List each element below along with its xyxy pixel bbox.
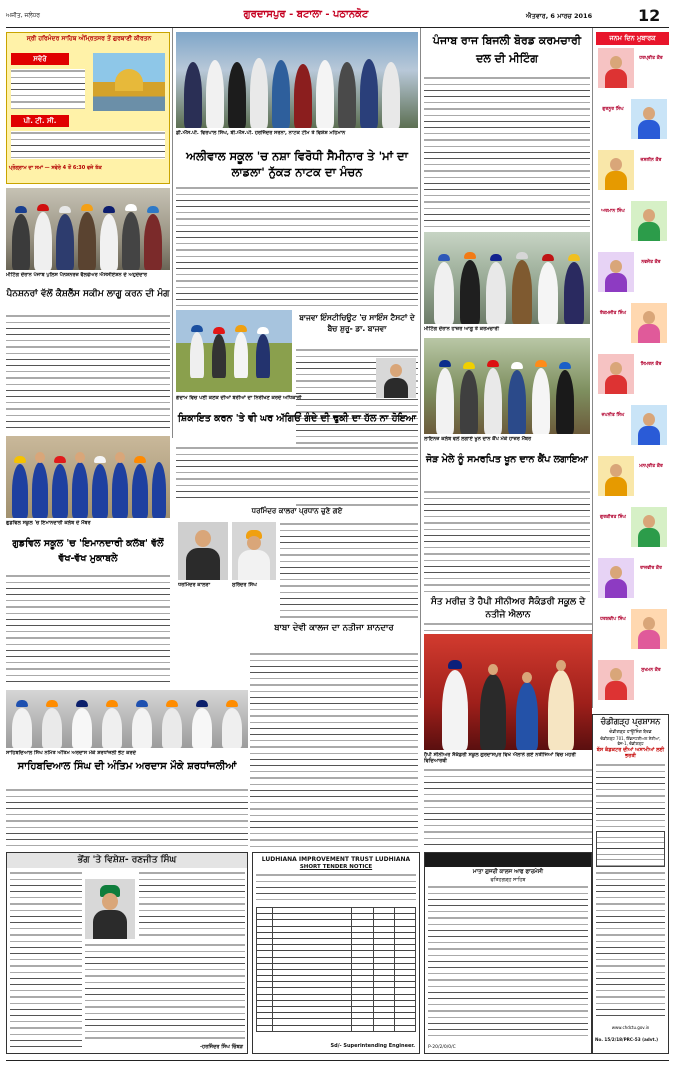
ad-tender-signatory: Sd/- Superintending Engineer. xyxy=(330,1043,415,1049)
headline-electricity-board: ਪੰਜਾਬ ਰਾਜ ਬਿਜਲੀ ਬੋਰਡ ਕਰਮਚਾਰੀ ਦਲ ਦੀ ਮੀਟਿੰਗ xyxy=(432,34,582,65)
birthday-kid-name: ਜਪਨੀਤ ਸਿੰਘ xyxy=(601,413,625,418)
birthday-kid-photo xyxy=(598,150,634,190)
headline-college: ਬਾਬਾ ਦੇਵੀ ਕਾਲਜ ਦਾ ਨਤੀਜਾ ਸ਼ਾਨਦਾਰ xyxy=(274,623,394,633)
ad-chandigarh-box xyxy=(592,714,669,1054)
photo-ranjit-singh xyxy=(85,879,135,939)
ad-chandigarh-address: ਚੰਡੀਗੜ੍ਹ 701, ਇੰਡਸਟਰੀਅਲ ਏਰੀਆ, ਫੇਜ਼-1, ਚੰਡੀਗੜ੍ਹ xyxy=(600,736,661,746)
caption-anti-drug-seminar: ਡੀ.ਐੱਸ.ਪੀ. ਵਿਰਪਾਲ ਸਿੰਘ, ਬੀ.ਐੱਸ.ਪੀ. ਹਰਜਿੰਦਰ ਸਰਨਾ, ਨਾਟਕ ਟੀਮ ਤੇ ਵਿਸ਼ੇਸ਼ ਮਹਿਮਾਨ xyxy=(176,130,346,136)
birthday-kid-photo xyxy=(631,405,667,445)
caption-blood-camp: ਲਾਇਨਜ਼ ਕਲੱਬ ਵਲੋਂ ਲਗਾਏ ਖੂਨ ਦਾਨ ਕੈਂਪ ਮੌਕੇ ਹਾਜ਼ਰ ਮੈਂਬਰ xyxy=(424,436,532,442)
masthead-section-title: ਗੁਰਦਾਸਪੁਰ - ਬਟਾਲਾ - ਪਠਾਨਕੋਟ xyxy=(243,9,369,20)
caption-school-results: ਹੈਪੀ ਸੀਨੀਅਰ ਸੈਕੰਡਰੀ ਸਕੂਲ ਗੁਰਦਾਸਪੁਰ ਵਿਖੇ ਐਲਾਨੇ ਗਏ ਨਤੀਜਿਆਂ ਵਿਚ ਮੋਹਰੀ ਵਿਦਿਆਰਥੀ xyxy=(424,752,576,764)
birthday-kid-photo xyxy=(631,303,667,343)
birthday-kid-name: ਹਰਪ੍ਰੀਤ ਕੌਰ xyxy=(639,56,663,61)
body-school-results-top xyxy=(424,622,592,632)
photo-pensioners-meeting xyxy=(6,188,170,270)
photo-blood-camp xyxy=(424,338,590,434)
birthday-kid-name: ਗੁਰਕੀਰਤ ਸਿੰਘ xyxy=(600,515,626,520)
body-pensioners xyxy=(6,314,170,430)
photo-electricity-board-meeting xyxy=(424,232,590,324)
headline-pensioners: ਪੈਨਸ਼ਨਰਾਂ ਵੱਲੋਂ ਕੈਸ਼ਲੈੱਸ ਸਕੀਮ ਲਾਗੂ ਕਰਨ ਦੀ ਮੰਗ xyxy=(6,289,170,299)
body-anti-drug-seminar xyxy=(176,186,418,306)
ad-tender-heading: LUDHIANA IMPROVEMENT TRUST LUDHIANA xyxy=(261,856,411,863)
ad-tender-table xyxy=(256,907,416,1032)
headline-blood-camp: ਜੋੜ ਮੇਲੇ ਨੂੰ ਸਮਰਪਿਤ ਖੂਨ ਦਾਨ ਕੈਂਪ ਲਗਾਇਆ xyxy=(426,454,588,465)
birthday-kid-photo xyxy=(631,507,667,547)
body-sahibdyal xyxy=(6,788,248,850)
body-college xyxy=(250,652,418,848)
caption-surinder-singh: ਸੁਰਿੰਦਰ ਸਿੰਘ xyxy=(232,582,257,588)
headline-complaint: ਸ਼ਿਕਾਇਤ ਕਰਨ 'ਤੇ ਵੀ ਘਰ ਅੱਗਿਓਂ ਗੰਦੇ ਦੀ ਢੁਕੀ ਦਾ ਹੱਲ ਨਾ ਹੋਇਆ xyxy=(177,413,417,424)
birthday-kid-name: ਮਨਪ੍ਰੀਤ ਕੌਰ xyxy=(639,464,663,469)
headline-ranjit: ਭੇਂਗ 'ਤੇ ਵਿਸ਼ੇਸ਼- ਰਣਜੀਤ ਸਿੰਘ xyxy=(7,853,247,868)
headline-school-results: ਸੰਤ ਮਰੀਜ਼ ਤੇ ਹੈਪੀ ਸੀਨੀਅਰ ਸੈਕੰਡਰੀ ਸਕੂਲ ਦੇ ਨਤੀਜੇ ਐਲਾਨ xyxy=(430,597,586,620)
birthday-kid-photo xyxy=(598,456,634,496)
ad-channel-2-badge: ਪੀ. ਟੀ. ਸੀ. xyxy=(11,115,69,127)
photo-bajwa xyxy=(376,358,416,398)
body-blood-camp xyxy=(424,490,590,594)
ad-pharmacy-college xyxy=(424,852,592,1054)
birthday-kid-photo xyxy=(631,201,667,241)
ad-channel-2-text xyxy=(11,131,165,159)
photo-dharminder xyxy=(178,522,228,580)
birthday-kid-name: ਹਰਸ਼ਦੀਪ ਸਿੰਘ xyxy=(600,617,626,622)
birthday-kid-name: ਅਰਮਾਨ ਸਿੰਘ xyxy=(601,209,625,214)
birthday-kid-name: ਰਾਜਵੀਰ ਕੌਰ xyxy=(640,566,662,571)
headline-bajwa-institute: ਬਾਜਵਾ ਇੰਸਟੀਚਿਊਟ 'ਚ ਸਾਇੰਸ ਟੈਸਟਾਂ ਦੇ ਬੈਚ ਸ਼ੁਰੂ- ਡਾ. ਬਾਜਵਾ xyxy=(299,313,415,333)
birthday-kid-name: ਨਵਜੋਤ ਕੌਰ xyxy=(641,260,661,265)
caption-sahibdyal: ਸਾਹਿਬਦਿਆਲ ਸਿੰਘ ਨਮਿੱਤ ਅੰਤਿਮ ਅਰਦਾਸ ਮੌਕੇ ਸ਼ਰਧਾਂਜਲੀ ਭੇਟ ਕਰਦੇ xyxy=(6,750,136,756)
ad-chandigarh-subheading: ਚੰਡੀਗੜ੍ਹ ਹਾਊਸਿੰਗ ਬੋਰਡ xyxy=(609,730,652,735)
birthday-kid-name: ਜਸਲੀਨ ਕੌਰ xyxy=(640,158,662,163)
body-goodwill xyxy=(6,574,170,684)
ad-tender-subheading: SHORT TENDER NOTICE xyxy=(299,864,373,870)
photo-goodwill-school xyxy=(6,436,170,518)
ad-chandigarh-title: ਬੱਸ ਕੰਡਕਟਰ ਦੀਆਂ ਅਸਾਮੀਆਂ ਲਈ ਭਰਤੀ xyxy=(596,747,665,759)
birthday-kid-photo xyxy=(598,660,634,700)
ad-tender-notice xyxy=(252,852,420,1054)
headline-dharminder: ਧਰਮਿੰਦਰ ਕਾਲਰਾ ਪ੍ਰਧਾਨ ਚੁਣੇ ਗਏ xyxy=(251,507,343,515)
birthday-kid-photo xyxy=(598,558,634,598)
body-dharminder xyxy=(280,522,418,618)
birthday-kid-photo xyxy=(631,609,667,649)
photo-wheat-godown xyxy=(176,310,292,392)
ad-pharmacy-ref: P-20/2/0/0/C xyxy=(428,1045,456,1050)
golden-temple-image xyxy=(93,53,165,111)
birthday-kid-name: ਗੁਰਨੂਰ ਸਿੰਘ xyxy=(602,107,624,112)
headline-anti-drug-seminar: ਅਲੀਵਾਲ ਸਕੂਲ 'ਚ ਨਸ਼ਾ ਵਿਰੋਧੀ ਸੈਮੀਨਾਰ ਤੇ 'ਮਾਂ ਦਾ ਲਾਡਲਾ' ਨੁੱਕੜ ਨਾਟਕ ਦਾ ਮੰਚਨ xyxy=(186,149,408,179)
ad-channel-1-text xyxy=(11,69,85,109)
story-ranjit xyxy=(6,852,248,1054)
ad-channel-1-badge: ਸਵੇਰੇ xyxy=(11,53,69,65)
body-school-results xyxy=(424,768,592,848)
ad-chandigarh-ref: No. 15/2/18/PRC-53 (advt.) xyxy=(595,1037,659,1042)
photo-sahibdyal-ardas xyxy=(6,690,248,748)
caption-complaint: ਗੋਦਾਮ ਵਿਚ ਪਈ ਕਣਕ ਦੀਆਂ ਬੋਰੀਆਂ ਦਾ ਨਿਰੀਖਣ ਕਰਦੇ ਅਧਿਕਾਰੀ xyxy=(176,395,302,401)
caption-goodwill: ਗੁਡਵਿਲ ਸਕੂਲ 'ਚ ਇਮਾਨਦਾਰੀ ਕਲੱਬ ਦੇ ਮੈਂਬਰ xyxy=(6,520,91,526)
birthday-kid-name: ਏਕਮਜੀਤ ਸਿੰਘ xyxy=(599,311,627,316)
headline-sahibdyal: ਸਾਹਿਬਦਿਆਲ ਸਿੰਘ ਦੀ ਅੰਤਿਮ ਅਰਦਾਸ ਮੌਕੇ ਸ਼ਰਧਾਂਜਲੀਆਂ xyxy=(17,761,237,772)
birthday-kid-name: ਸਿਮਰਨ ਕੌਰ xyxy=(640,362,662,367)
ad-gurbani-kirtan xyxy=(6,32,170,184)
photo-school-results xyxy=(424,634,592,750)
ad-chandigarh-website: www.chdctu.gov.in xyxy=(611,1025,650,1030)
body-complaint xyxy=(176,446,418,502)
ad-gurbani-heading: ਸ੍ਰੀ ਹਰਿਮੰਦਰ ਸਾਹਿਬ ਅੰਮ੍ਰਿਤਸਰ ਤੋਂ ਗੁਰਬਾਣੀ ਕੀਰਤਨ xyxy=(26,35,152,42)
masthead xyxy=(6,6,669,28)
ad-pharmacy-heading: ਮਾਤਾ ਗੁਜਰੀ ਕਾਲਜ ਆਫ ਫਾਰਮੇਸੀ xyxy=(472,869,544,875)
caption-dharminder: ਧਰਮਿੰਦਰ ਕਾਲਰਾ xyxy=(178,582,211,588)
page-number: 12 xyxy=(638,6,661,25)
caption-pensioners: ਮੀਟਿੰਗ ਦੌਰਾਨ ਪੰਜਾਬ ਪੁਲਿਸ ਪੈਨਸ਼ਨਰਜ਼ ਵੈਲਫੇਅਰ ਐਸੋਸੀਏਸ਼ਨ ਦੇ ਅਹੁਦੇਦਾਰ xyxy=(6,272,147,278)
ad-gurbani-note: ਪ੍ਰੋਗ੍ਰਾਮ ਦਾ ਸਮਾਂ — ਸਵੇਰੇ 4 ਤੋਂ 6:30 ਵਜੇ ਤੱਕ xyxy=(9,165,102,171)
caption-electricity-board: ਮੀਟਿੰਗ ਦੌਰਾਨ ਹਾਜ਼ਰ ਆਗੂ ਤੇ ਕਰਮਚਾਰੀ xyxy=(424,326,499,332)
photo-surinder-singh xyxy=(232,522,276,580)
body-electricity-board xyxy=(424,76,590,228)
masthead-date: ਐਤਵਾਰ, 6 ਮਾਰਚ 2016 xyxy=(526,12,593,20)
birthday-kid-photo xyxy=(631,99,667,139)
photo-anti-drug-seminar xyxy=(176,32,418,128)
byline-ranjit: -ਹਰਜਿੰਦਰ ਸਿੰਘ ਚਿੱਬੜ xyxy=(199,1044,243,1050)
headline-goodwill: ਗੁਡਵਿਲ ਸਕੂਲ 'ਚ 'ਇਮਾਨਦਾਰੀ ਕਲੱਬ' ਵੱਲੋਂ ਵੱਖ-ਵੱਖ ਮੁਕਾਬਲੇ xyxy=(12,538,164,564)
birthday-kid-photo xyxy=(598,48,634,88)
ad-pharmacy-sub: ਫਤਿਹਗੜ੍ਹ ਸਾਹਿਬ xyxy=(490,877,526,883)
birthday-kid-photo xyxy=(598,252,634,292)
birthday-kid-photo xyxy=(598,354,634,394)
ad-chandigarh-heading: ਚੰਡੀਗੜ੍ਹ ਪ੍ਰਸ਼ਾਸਨ xyxy=(600,717,661,726)
birthday-heading: ਜਨਮ ਦਿਨ ਮੁਬਾਰਕ xyxy=(596,32,669,45)
masthead-edition: ਅਜੀਤ, ਜਲੰਧਰ xyxy=(6,12,41,19)
birthday-kid-name: ਸੁਖਮਨ ਕੌਰ xyxy=(641,668,661,673)
